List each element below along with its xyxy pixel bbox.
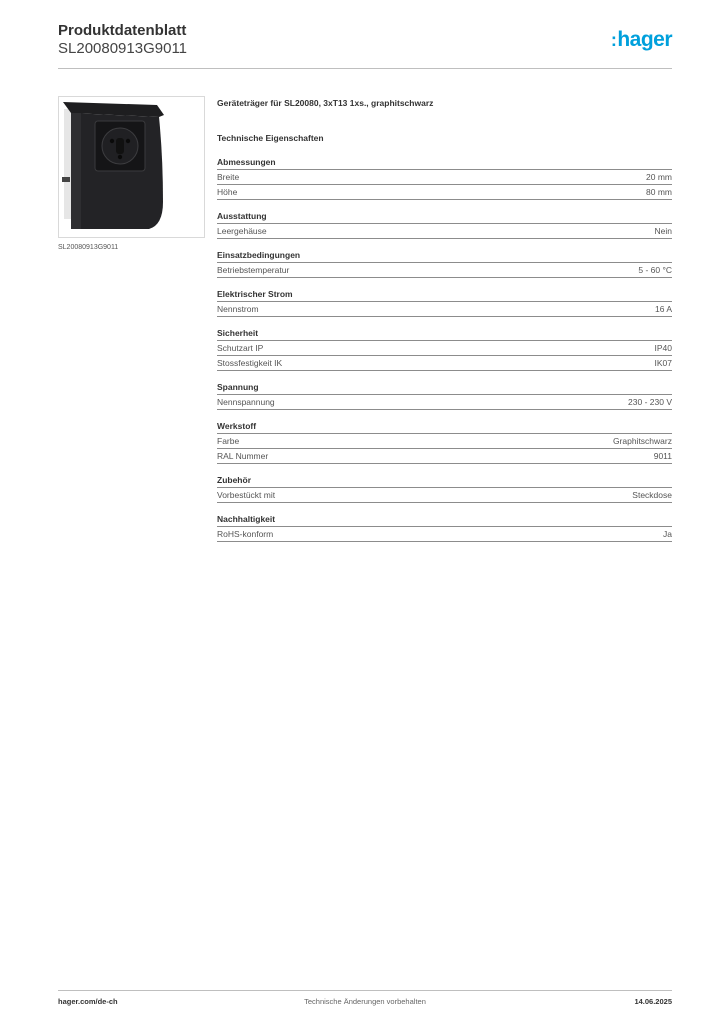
property-value: IK07 [654, 358, 672, 368]
footer-divider [58, 990, 672, 991]
property-label: Farbe [217, 436, 240, 446]
property-label: RoHS-konform [217, 529, 274, 539]
header-divider [58, 68, 672, 69]
property-label: RAL Nummer [217, 451, 269, 461]
property-section [217, 381, 672, 410]
footer-date: 14.06.2025 [634, 997, 672, 1006]
hager-logo: :hager [610, 28, 672, 51]
property-value: 9011 [653, 451, 672, 461]
page-footer [58, 997, 672, 1009]
property-label: Stossfestigkeit IK [217, 358, 283, 368]
property-section [217, 513, 672, 542]
property-label: Höhe [217, 187, 238, 197]
logo-text: hager [617, 28, 672, 51]
property-section [217, 156, 672, 200]
property-value: 5 - 60 °C [638, 265, 672, 275]
section-title: Zubehör [217, 474, 672, 488]
property-value: Nein [654, 226, 672, 236]
property-row [217, 263, 672, 278]
property-row [217, 224, 672, 239]
product-description: Geräteträger für SL20080, 3xT13 1xs., graphitschwarz [217, 98, 434, 108]
device-carrier-illustration [59, 97, 204, 237]
technical-properties-heading: Technische Eigenschaften [217, 133, 324, 143]
section-title: Elektrischer Strom [217, 288, 672, 302]
property-label: Breite [217, 172, 240, 182]
property-value: 20 mm [646, 172, 672, 182]
article-number: SL20080913G9011 [58, 40, 188, 57]
properties-list [217, 156, 672, 542]
section-title: Spannung [217, 381, 672, 395]
property-section [217, 249, 672, 278]
property-label: Nennspannung [217, 397, 275, 407]
property-row [217, 395, 672, 410]
product-details [217, 96, 672, 542]
property-row [217, 185, 672, 200]
section-title: Einsatzbedingungen [217, 249, 672, 263]
section-title: Sicherheit [217, 327, 672, 341]
property-row [217, 449, 672, 464]
property-value: Ja [663, 529, 672, 539]
property-section [217, 420, 672, 464]
property-row [217, 341, 672, 356]
image-caption: SL20080913G9011 [58, 244, 119, 251]
section-title: Ausstattung [217, 210, 672, 224]
property-row [217, 434, 672, 449]
property-section [217, 474, 672, 503]
footer-note: Technische Änderungen vorbehalten [304, 997, 426, 1006]
property-label: Nennstrom [217, 304, 259, 314]
page-header [58, 22, 672, 68]
property-section [217, 210, 672, 239]
property-value: Steckdose [632, 490, 672, 500]
product-image [58, 96, 205, 238]
property-section [217, 327, 672, 371]
section-title: Nachhaltigkeit [217, 513, 672, 527]
property-value: 16 A [654, 304, 672, 314]
property-row [217, 170, 672, 185]
property-value: IP40 [654, 343, 672, 353]
property-row [217, 302, 672, 317]
section-title: Abmessungen [217, 156, 672, 170]
property-label: Betriebstemperatur [217, 265, 290, 275]
property-section [217, 288, 672, 317]
property-row [217, 527, 672, 542]
property-row [217, 488, 672, 503]
page-title: Produktdatenblatt [58, 22, 187, 39]
property-label: Vorbestückt mit [217, 490, 276, 500]
footer-website-link[interactable]: hager.com/de-ch [58, 997, 118, 1006]
section-title: Werkstoff [217, 420, 672, 434]
property-label: Leergehäuse [217, 226, 267, 236]
property-row [217, 356, 672, 371]
property-label: Schutzart IP [217, 343, 264, 353]
property-value: 230 - 230 V [628, 397, 672, 407]
property-value: Graphitschwarz [612, 436, 672, 446]
property-value: 80 mm [646, 187, 672, 197]
